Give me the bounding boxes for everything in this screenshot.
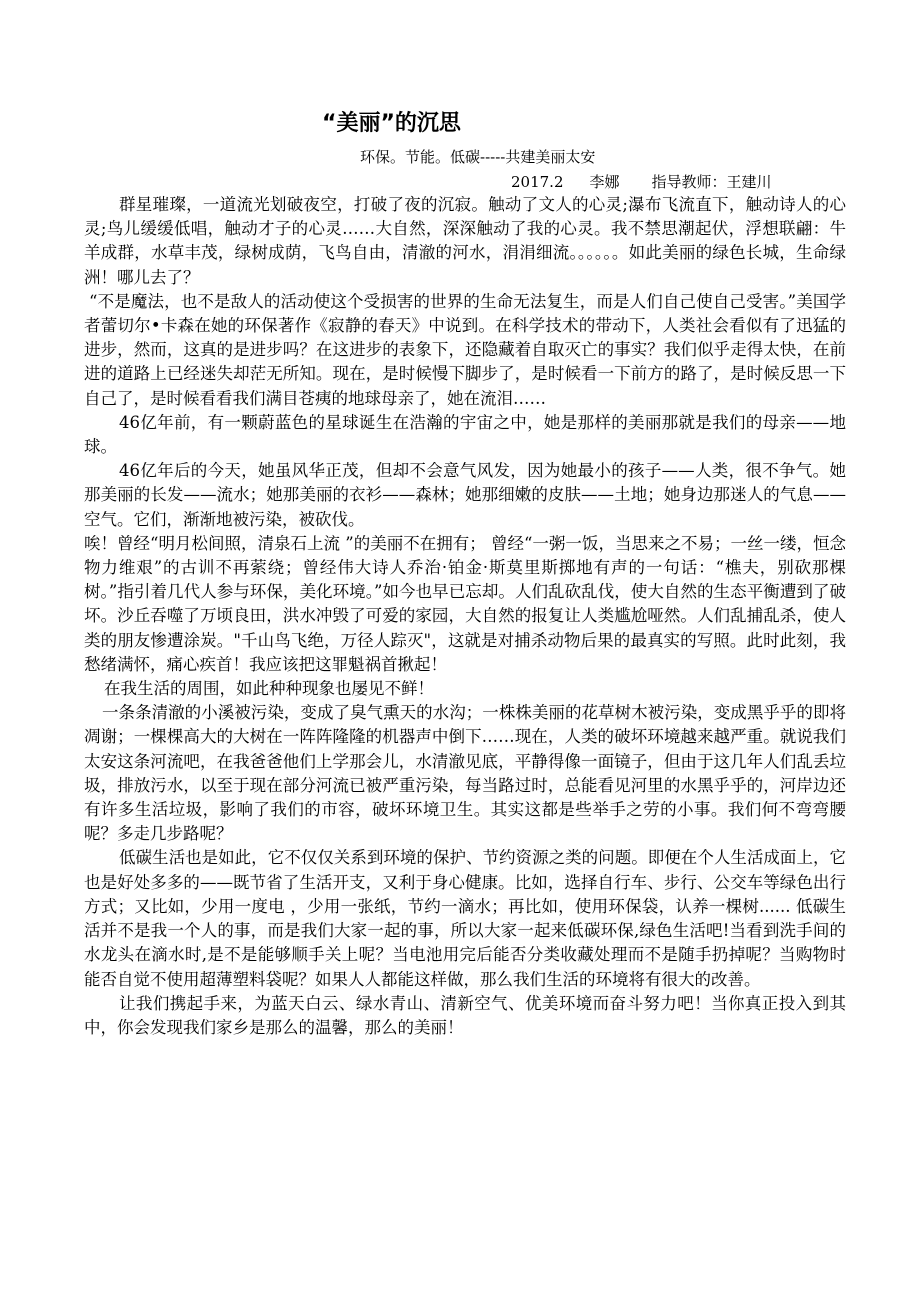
- essay-advisor: 指导教师：王建川: [651, 173, 772, 191]
- essay-title: “美丽”的沉思: [322, 111, 461, 136]
- essay-author: 李娜: [589, 173, 620, 191]
- paragraph: 唉！曾经“明月松间照，清泉石上流 ”的美丽不在拥有； 曾经“一粥一饭，当思来之不易；一丝一缕，恒念物力维艰”的古训不再萦绕；曾经伟大诗人乔治·铂金·斯莫里斯掷地有声的一句话：“樵夫，别砍那棵树。”指引着几代人参与环保，美化环境。”如今也早已忘却。人们乱砍乱伐，使大自然的生态平衡遭到了破坏。沙丘吞噬了万顷良田，洪水冲毁了可爱的家园，大自然的报复让人类尴尬哑然。人们乱捕乱杀，使人类的朋友惨遭涂炭。"千山鸟飞绝，万径人踪灭"，这就是对捕杀动物后果的最真实的写照。此时此刻，我愁绪满怀，痛心疾首！我应该把这罪魁祸首揪起！: [84, 533, 846, 674]
- paragraph: 一条条清澈的小溪被污染，变成了臭气熏天的水沟；一株株美丽的花草树木被污染，变成黑乎乎的即将凋谢；一棵棵高大的大树在一阵阵隆隆的机器声中倒下……现在，人类的破坏环境越来越严重。就说我们太安这条河流吧，在我爸爸他们上学那会儿，水清澈见底，平静得像一面镜子，但由于这几年人们乱丢垃圾，排放污水，以至于现在部分河流已被严重污染，每当路过时，总能看见河里的水黑乎乎的，河岸边还有许多生活垃圾，影响了我们的市容，破坏环境卫生。其实这都是些举手之劳的小事。我们何不弯弯腰呢？多走几步路呢？: [84, 703, 846, 844]
- essay-subtitle: 环保。节能。低碳-----共建美丽太安: [360, 148, 596, 166]
- paragraph: 群星璀璨，一道流光划破夜空，打破了夜的沉寂。触动了文人的心灵;瀑布飞流直下，触动诗人的心灵;鸟儿缓缓低唱，触动才子的心灵……大自然，深深触动了我的心灵。我不禁思潮起伏，浮想联翩：牛羊成群，水草丰茂，绿树成荫，飞鸟自由，清澈的河水，涓涓细流。。。。。。如此美丽的绿色长城，生命绿洲！哪儿去了？: [84, 195, 846, 287]
- paragraph: 46亿年前，有一颗蔚蓝色的星球诞生在浩瀚的宇宙之中，她是那样的美丽那就是我们的母亲——地球。: [84, 412, 846, 457]
- paragraph: “不是魔法，也不是敌人的活动使这个受损害的世界的生命无法复生，而是人们自己使自己受害。”美国学者蕾切尔•卡森在她的环保著作《寂静的春天》中说到。在科学技术的带动下，人类社会看似有了迅猛的进步，然而，这真的是进步吗？在这进步的表象下，还隐藏着自取灭亡的事实？我们似乎走得太快，在前进的道路上已经迷失却茫无所知。现在，是时候慢下脚步了，是时候看一下前方的路了，是时候反思一下自己了，是时候看看我们满目苍痍的地球母亲了，她在流泪……: [84, 291, 846, 408]
- essay-body: [84, 193, 846, 1040]
- paragraph: 低碳生活也是如此，它不仅仅关系到环境的保护、节约资源之类的问题。即便在个人生活成面上，它也是好处多多的——既节省了生活开支，又利于身心健康。比如，选择自行车、步行、公交车等绿色出行方式；又比如，少用一度电 ，少用一张纸，节约一滴水；再比如，使用环保袋，认养一棵树...... 低碳生活并不是我一个人的事，而是我们大家一起的事，所以大家一起来低碳环保,绿色生活吧!当看到洗手间的水龙头在滴水时,是不是能够顺手关上呢？当电池用完后能否分类收藏处理而不是随手扔掉呢？当购物时能否自觉不使用超薄塑料袋呢？如果人人都能这样做，那么我们生活的环境将有很大的改善。: [84, 848, 846, 989]
- paragraph: 让我们携起手来，为蓝天白云、绿水青山、清新空气、优美环境而奋斗努力吧！当你真正投入到其中，你会发现我们家乡是那么的温馨，那么的美丽！: [84, 993, 846, 1037]
- paragraph: 在我生活的周围，如此种种现象也屡见不鲜！: [104, 679, 434, 699]
- essay-date: 2017.2: [511, 173, 564, 191]
- essay-meta: [511, 171, 772, 192]
- paragraph: 46亿年后的今天，她虽风华正茂，但却不会意气风发，因为她最小的孩子——人类，很不争气。她那美丽的长发——流水；她那美丽的衣衫——森林；她那细嫩的皮肤——土地；她身边那迷人的气息——空气。它们，渐渐地被污染，被砍伐。: [84, 461, 846, 529]
